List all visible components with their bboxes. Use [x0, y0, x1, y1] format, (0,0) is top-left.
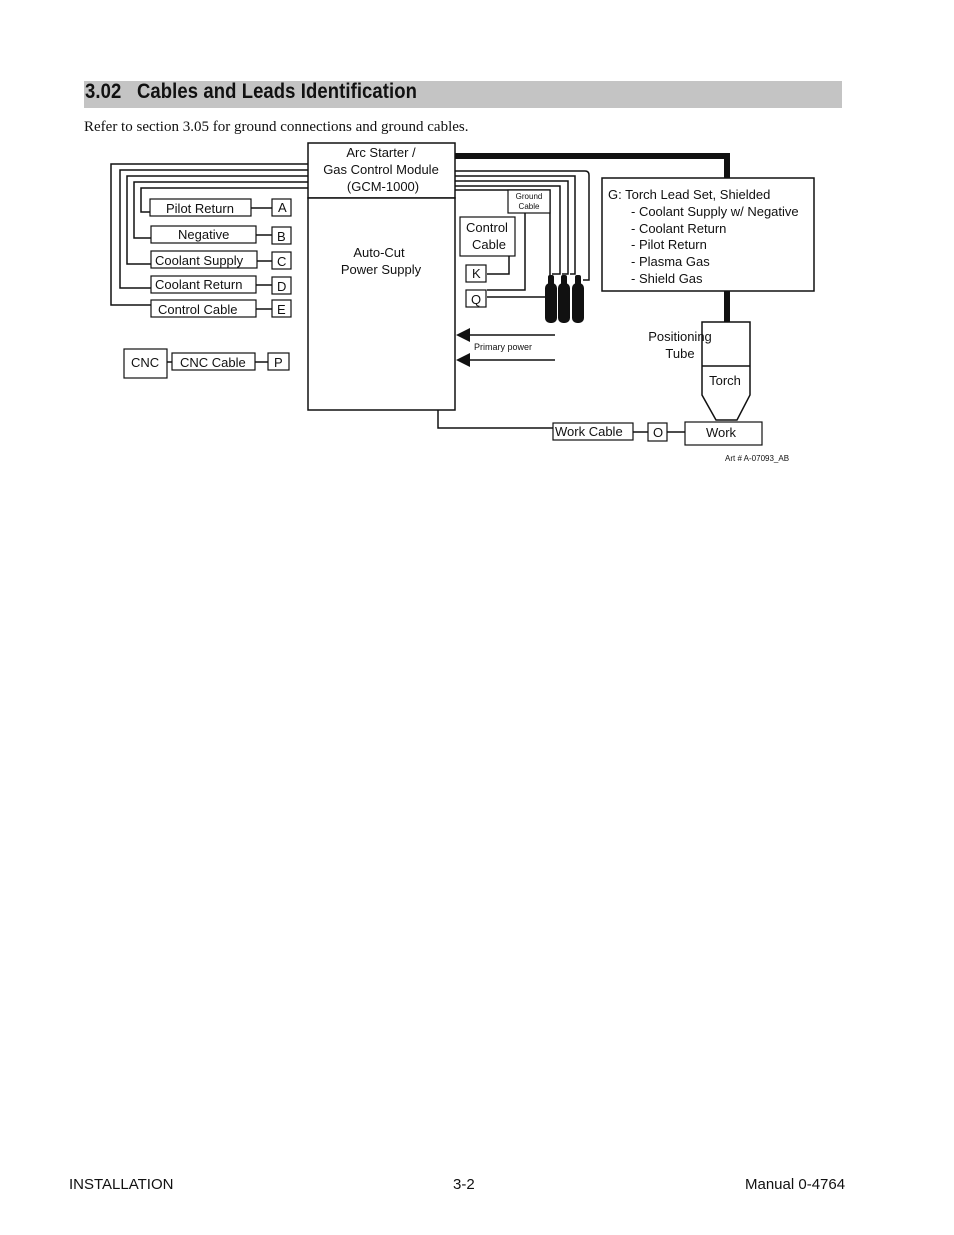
ground-cable-label-1: Ground: [515, 192, 543, 201]
control-cable-label: Control Cable: [158, 302, 238, 317]
control-cable-right-label-1: Control: [466, 220, 508, 235]
cnc-cable-label: CNC Cable: [180, 355, 246, 370]
positioning-tube-label-1: Positioning: [648, 329, 712, 344]
letter-b: B: [277, 229, 286, 244]
control-cable-right-label-2: Cable: [472, 237, 506, 252]
power-supply-label-2: Power Supply: [340, 262, 422, 277]
gcm-label-1: Arc Starter /: [346, 145, 416, 160]
positioning-tube-label-2: Tube: [665, 346, 695, 361]
coolant-return-label: Coolant Return: [155, 277, 243, 292]
letter-p: P: [274, 355, 283, 370]
torch-lead-item-3: - Pilot Return: [631, 237, 707, 252]
ground-cable-label-2: Cable: [518, 202, 540, 211]
footer-section-label: INSTALLATION: [69, 1176, 174, 1193]
control-cable-k-line: [487, 256, 509, 274]
work-label: Work: [705, 425, 737, 440]
gcm-label-2: Gas Control Module: [323, 162, 439, 177]
letter-a: A: [278, 200, 287, 215]
power-supply-box: [308, 198, 455, 410]
intro-text: Refer to section 3.05 for ground connections and ground cables.: [84, 119, 469, 135]
letter-o: O: [653, 425, 664, 440]
power-supply-label-1: Auto-Cut: [353, 245, 405, 260]
footer-manual-number: Manual 0-4764: [745, 1176, 846, 1193]
torch-lead-item-1: - Coolant Supply w/ Negative: [631, 204, 799, 219]
torch-lead-item-5: - Shield Gas: [631, 271, 703, 286]
art-number: Art # A-07093_AB: [725, 454, 790, 463]
primary-power-label: Primary power: [474, 342, 533, 352]
letter-e: E: [277, 302, 286, 317]
gas-cylinders-icon: [545, 275, 584, 323]
negative-label: Negative: [178, 227, 230, 242]
pilot-return-label: Pilot Return: [166, 201, 234, 216]
work-ground-line: [438, 410, 553, 428]
letter-c: C: [277, 254, 287, 269]
torch-lead-item-2: - Coolant Return: [631, 221, 727, 236]
torch-lead-set-title: G: Torch Lead Set, Shielded: [608, 187, 771, 202]
cnc-label: CNC: [131, 355, 160, 370]
coolant-supply-label: Coolant Supply: [155, 253, 244, 268]
letter-k: K: [472, 266, 481, 281]
footer-page-number: 3-2: [453, 1176, 475, 1193]
primary-power-arrow-1: [456, 328, 470, 342]
torch-lead-thick-top: [455, 156, 727, 178]
gcm-label-3: (GCM-1000): [346, 179, 420, 194]
letter-d: D: [277, 279, 287, 294]
torch-lead-item-4: - Plasma Gas: [631, 254, 710, 269]
letter-q: Q: [471, 292, 482, 307]
section-title-text: Cables and Leads Identification: [137, 80, 417, 103]
torch-label: Torch: [709, 373, 741, 388]
section-number: 3.02: [85, 80, 122, 103]
primary-power-arrow-2: [456, 353, 470, 367]
work-cable-label: Work Cable: [555, 424, 623, 439]
